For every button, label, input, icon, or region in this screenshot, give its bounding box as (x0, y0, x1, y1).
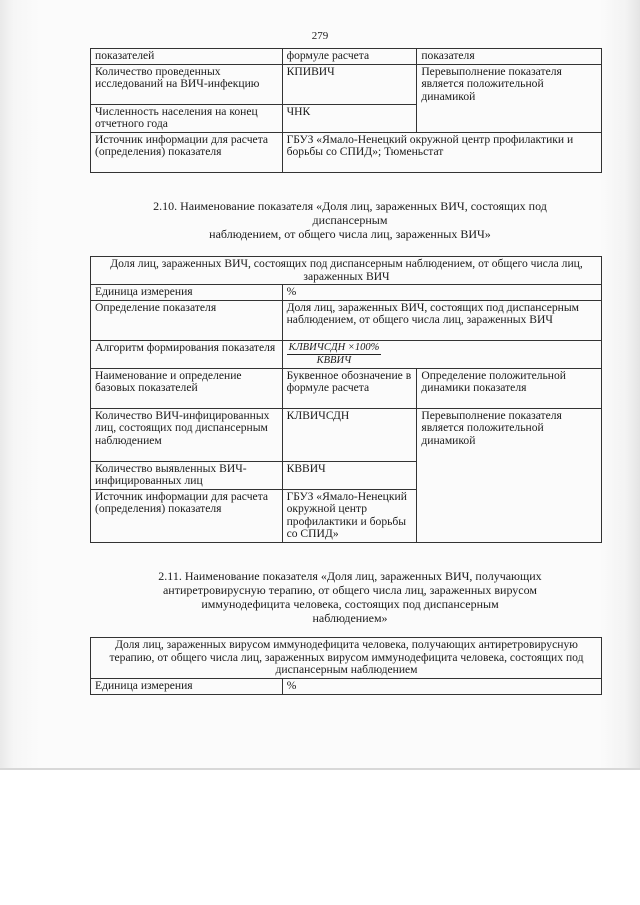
table-row (91, 300, 602, 340)
table-row (91, 340, 602, 368)
row-name: Количество проведенных исследований на ВИЧ-инфекцию (91, 64, 283, 104)
section-2-10-heading: 2.10. Наименование показателя «Доля лиц, зараженных ВИЧ, состоящих под диспансерным наблюдением, от общего числа лиц, зараженных ВИЧ» (153, 199, 547, 241)
table-row (91, 679, 602, 695)
source-label: Источник информации для расчета (определения) показателя (91, 489, 283, 542)
table-2-11 (90, 637, 602, 695)
formula-cell (282, 340, 601, 368)
row-letter: КВВИЧ (282, 461, 417, 489)
table-2-10 (90, 256, 602, 543)
unit-value: % (282, 285, 601, 301)
unit-label: Единица измерения (91, 285, 283, 301)
source-label: Источник информации для расчета (определения) показателя (91, 132, 283, 172)
unit-label: Единица измерения (91, 679, 283, 695)
table-title: Доля лиц, зараженных ВИЧ, состоящих под диспансерным наблюдением, от общего числа лиц, зараженных ВИЧ (91, 257, 602, 285)
row-letter: КПИВИЧ (282, 64, 417, 104)
formula-numerator: КЛВИЧСДН ×100% (288, 341, 380, 353)
row-name: Количество выявленных ВИЧ-инфицированных лиц (91, 461, 283, 489)
header-cell: Определение положительной динамики показателя (417, 368, 602, 408)
header-cell: показателей (91, 49, 283, 65)
definition-label: Определение показателя (91, 300, 283, 340)
row-letter: ЧНК (282, 104, 417, 132)
page-edge (0, 768, 640, 770)
row-name: Численность населения на конец отчетного года (91, 104, 283, 132)
table-row (91, 64, 602, 104)
table-title-row (91, 257, 602, 285)
table-row (91, 132, 602, 172)
formula (287, 342, 382, 367)
definition-value: Доля лиц, зараженных ВИЧ, состоящих под диспансерным наблюдением, от общего числа лиц, зараженных ВИЧ (282, 300, 601, 340)
source-value: ГБУЗ «Ямало-Ненецкий окружной центр профилактики и борьбы со СПИД» (282, 489, 417, 542)
row-name: Количество ВИЧ-инфицированных лиц, состоящих под диспансерным наблюдением (91, 408, 283, 461)
formula-denominator: КВВИЧ (316, 354, 352, 366)
header-cell: Наименование и определение базовых показателей (91, 368, 283, 408)
algorithm-label: Алгоритм формирования показателя (91, 340, 283, 368)
table-header-row (91, 368, 602, 408)
page-number: 279 (311, 30, 329, 42)
header-cell: Буквенное обозначение в формуле расчета (282, 368, 417, 408)
header-cell: формуле расчета (282, 49, 417, 65)
unit-value: % (282, 679, 601, 695)
header-cell: показателя (417, 49, 602, 65)
table-title-row (91, 638, 602, 679)
table-row (91, 285, 602, 301)
table-title: Доля лиц, зараженных вирусом иммунодефицита человека, получающих антиретровирусную терапию, от общего числа лиц, зараженных вирусом иммунодефицита человека, состоящих под диспансерным наблюдением (91, 638, 602, 679)
table-continued (90, 48, 602, 173)
section-2-11-heading: 2.11. Наименование показателя «Доля лиц, зараженных ВИЧ, получающих антиретровирусную терапию, от общего числа лиц, зараженных вирусом иммунодефицита человека, состоящих под диспансерным наблюдением» (158, 569, 542, 625)
row-dynamics: Перевыполнение показателя является положительной динамикой (417, 64, 602, 132)
source-value: ГБУЗ «Ямало-Ненецкий окружной центр профилактики и борьбы со СПИД»; Тюменьстат (282, 132, 601, 172)
table-row (91, 408, 602, 461)
row-dynamics: Перевыполнение показателя является положительной динамикой (417, 408, 602, 542)
row-letter: КЛВИЧСДН (282, 408, 417, 461)
table-header-row (91, 49, 602, 65)
